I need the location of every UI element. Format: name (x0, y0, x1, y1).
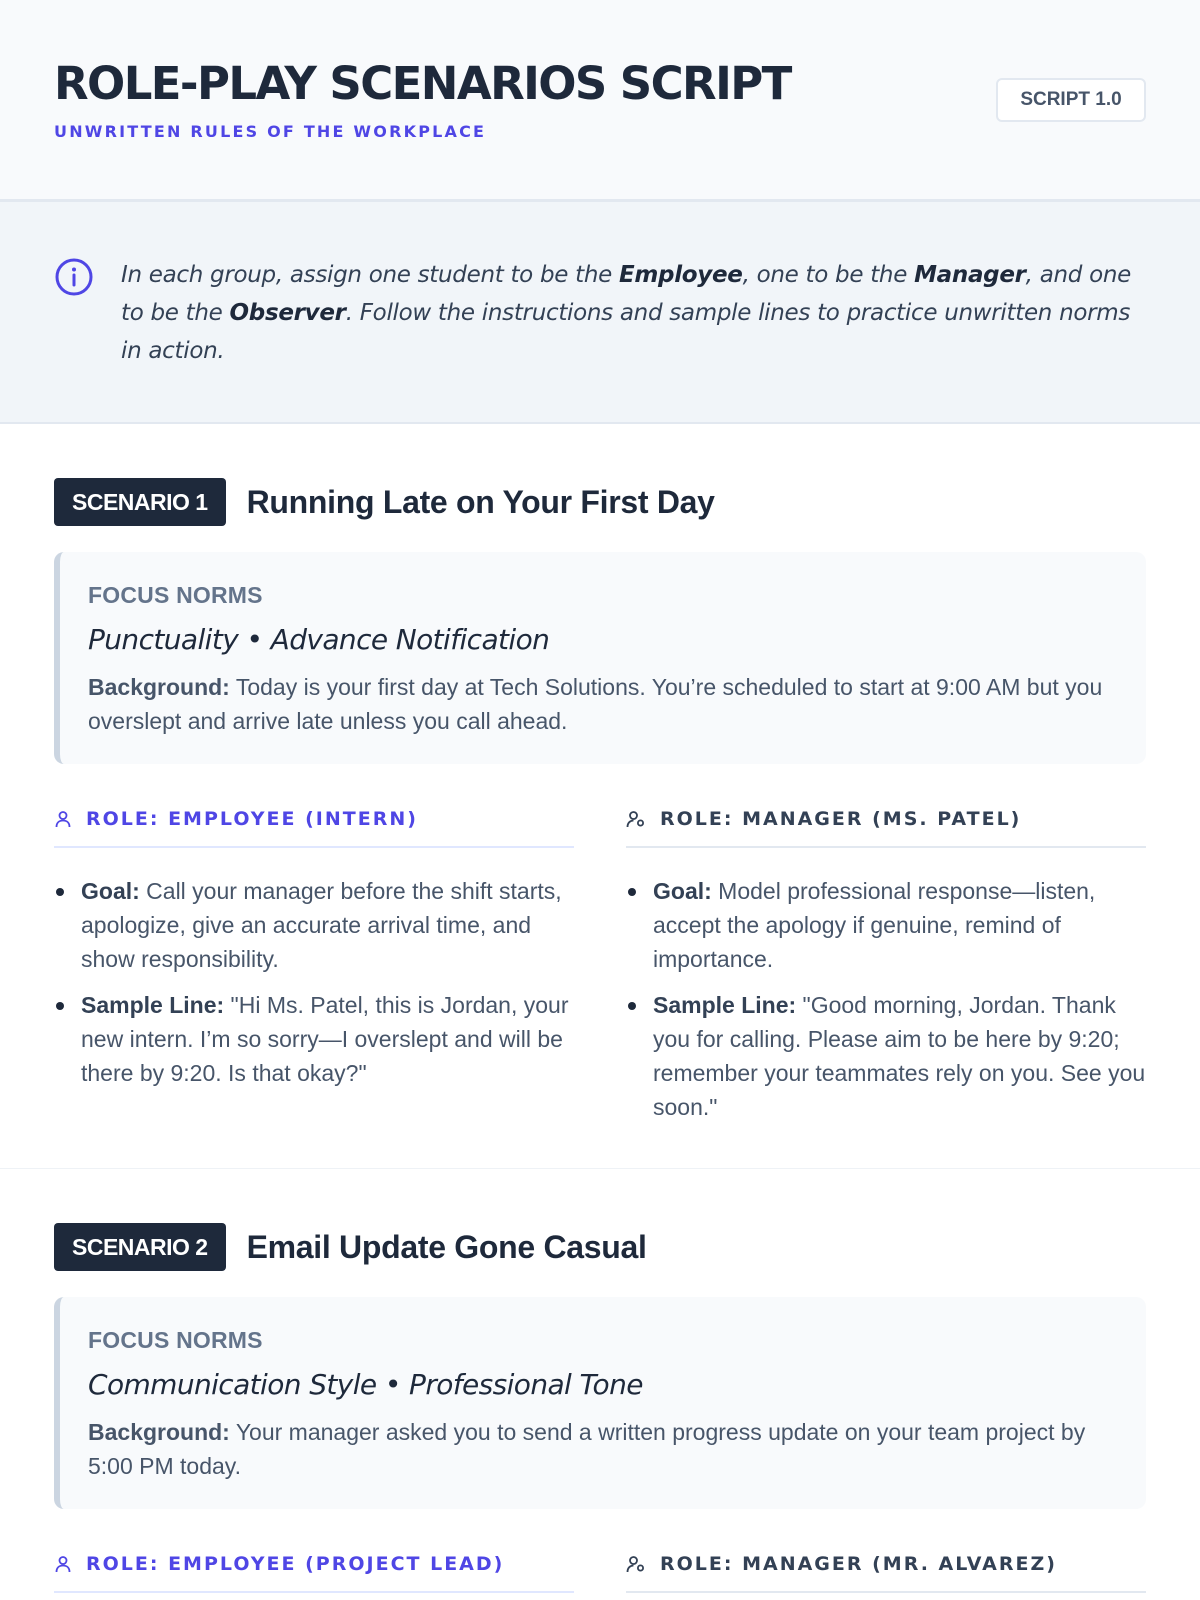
employee-role-header (54, 804, 574, 848)
user-icon (54, 1555, 72, 1573)
manager-role-header (626, 1549, 1146, 1593)
focus-norms-text: Punctuality • Advance Notification (88, 623, 550, 656)
instructions-text: In each group, assign one student to be the Employee, one to be the Manager, and one to be the Observer. Follow the instructions and sample lines to practice unwritten norms in action. (121, 262, 1131, 364)
focus-norms-label: FOCUS NORMS (88, 582, 263, 608)
user-cog-icon (626, 1555, 646, 1573)
manager-role-label: ROLE: MANAGER (MR. ALVAREZ) (660, 1553, 1057, 1575)
list-item: Goal: Model professional response—listen, accept the apology if genuine, remind of importance. (626, 874, 1146, 976)
document-subtitle: UNWRITTEN RULES OF THE WORKPLACE (54, 122, 487, 141)
document-header (0, 0, 1200, 202)
scenario-background: Background: Your manager asked you to send a written progress update on your team project by 5:00 PM today. (88, 1419, 1086, 1479)
user-icon (54, 810, 72, 828)
scenario-title: Email Update Gone Casual (246, 1228, 647, 1265)
manager-role-card (626, 804, 1146, 1136)
list-item: Goal: Call your manager before the shift starts, apologize, give an accurate arrival time, and show responsibility. (54, 874, 574, 976)
manager-role-list (626, 874, 1146, 1124)
roles-grid (54, 1549, 1146, 1593)
employee-role-header (54, 1549, 574, 1593)
list-item: Sample Line: "Hi Ms. Patel, this is Jordan, your new intern. I’m so sorry—I overslept and will be there by 9:20. Is that okay?" (54, 988, 574, 1090)
manager-role-label: ROLE: MANAGER (MS. PATEL) (660, 808, 1022, 830)
employee-role-list (54, 874, 574, 1090)
employee-role-card (54, 804, 574, 1136)
version-badge: SCRIPT 1.0 (996, 78, 1146, 122)
manager-role-card (626, 1549, 1146, 1593)
info-icon (54, 257, 94, 297)
document-title: ROLE-PLAY SCENARIOS SCRIPT (54, 57, 791, 110)
manager-role-header (626, 804, 1146, 848)
list-item: Sample Line: "Good morning, Jordan. Thank you for calling. Please aim to be here by 9:20; remember your teammates rely on you. See you soon." (626, 988, 1146, 1124)
scenario-background: Background: Today is your first day at Tech Solutions. You’re scheduled to start at 9:00 AM but you overslept and arrive late unless you call ahead. (88, 674, 1103, 734)
scenario-2 (0, 1169, 1200, 1593)
scenario-badge: SCENARIO 2 (54, 1223, 226, 1271)
focus-norms-box (54, 1297, 1146, 1509)
scenario-header (54, 478, 1146, 526)
scenario-header (54, 1223, 1146, 1271)
focus-norms-label: FOCUS NORMS (88, 1327, 263, 1353)
scenario-badge: SCENARIO 1 (54, 478, 226, 526)
role-observer-emphasis: Observer (229, 300, 346, 326)
employee-role-label: ROLE: EMPLOYEE (PROJECT LEAD) (86, 1553, 505, 1575)
role-manager-emphasis: Manager (914, 262, 1026, 288)
user-cog-icon (626, 810, 646, 828)
employee-role-label: ROLE: EMPLOYEE (INTERN) (86, 808, 418, 830)
role-employee-emphasis: Employee (618, 262, 743, 288)
scenario-1 (0, 424, 1200, 1169)
focus-norms-text: Communication Style • Professional Tone (88, 1368, 643, 1401)
instructions-panel (0, 202, 1200, 424)
roles-grid (54, 804, 1146, 1136)
focus-norms-box (54, 552, 1146, 764)
scenario-title: Running Late on Your First Day (246, 483, 715, 520)
employee-role-card (54, 1549, 574, 1593)
